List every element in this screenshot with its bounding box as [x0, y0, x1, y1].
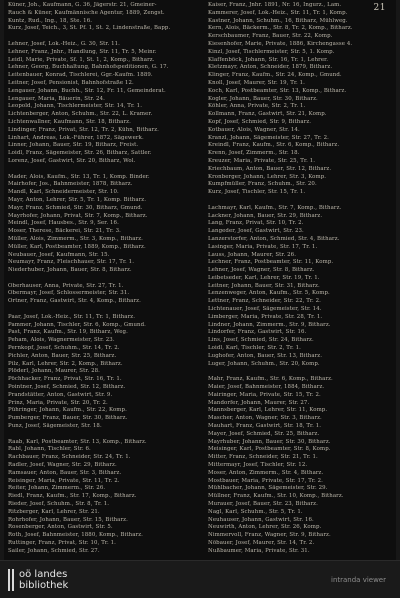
- directory-line: Neubauer, Josef, Kaufmann, Str. 15.: [8, 251, 110, 258]
- directory-line: Radler, Josef, Wagner, Str. 29, Bitharz.: [8, 462, 117, 469]
- directory-line: Mauhart, Franz, Gastwirt, Str. 18, Tr. 1.: [208, 423, 322, 430]
- directory-line: Müller, Karl, Postbeamter, 1889, Komp., Bitharz.: [8, 243, 146, 250]
- directory-line: Sailer, Johann, Schmied, Str. 27.: [8, 547, 100, 554]
- viewer-footer: [0, 560, 400, 598]
- directory-line: Mühlbacher, Johann, Sägemeister, Str. 29.: [208, 485, 328, 492]
- directory-line: Lengauer, Maria, Bäuerin, Str. 24.: [8, 95, 105, 102]
- directory-line: Reisinger, Maria, Private, Str. 11, Tr. 2.: [8, 477, 120, 484]
- logo-line-2: bibliothek: [19, 580, 69, 591]
- directory-line: Mayrhofer, Johann, Privat, Str. 7, Komp., Bitharz.: [8, 212, 148, 219]
- directory-line: Lorenz, Josef, Gastwirt, Str. 20, Bitharz, Wol.: [8, 157, 136, 164]
- directory-line: Leibetseder, Karl, Lehrer, Str. 19, Tr. 1.: [208, 274, 320, 281]
- directory-line: Müller, Alois, Zimmerm., Str. 3, Komp., Bitharz.: [8, 235, 143, 242]
- directory-line: Rachbauer, Franz, Schneider, Str. 24, Tr. 1.: [8, 454, 131, 461]
- directory-line: Lenzenweger, Anton, Kaufm., Str. 5, Komp.: [208, 290, 330, 297]
- directory-line: Ritzberger, Karl, Lehrer, Str. 21.: [8, 508, 100, 515]
- left-column: [8, 2, 200, 556]
- directory-line: Nagl, Karl, Schuhm., Str. 5, Tr. 1.: [208, 508, 303, 515]
- directory-line: Pichler, Anton, Bauer, Str. 25, Bitharz.: [8, 352, 117, 359]
- directory-line: Kronberger, Johann, Lehrer, Str. 3, Komp.: [208, 173, 327, 180]
- directory-line: Moser, Anton, Zimmerm., Str. 4, Bitharz.: [208, 469, 324, 476]
- directory-line: Mitter, Franz, Schneider, Str. 21, Tr. 1.: [208, 454, 318, 461]
- directory-line: Kuntz, Rud., Ing., 18, Ste. 16.: [8, 17, 93, 24]
- directory-line: Lichtenwallner, Kaufmann, Str. 18, Bitharz.: [8, 118, 131, 125]
- directory-line: Peham, Alois, Wagnermeister, Str. 23.: [8, 337, 115, 344]
- viewer-brand-label[interactable]: intranda viewer: [331, 576, 386, 584]
- directory-line: Kammerer, Josef, Lok.-Heiz., Str. 11, Tr. 1, Komp.: [208, 9, 348, 16]
- directory-line: Obermayr, Josef, Schlossermeister, Str. 31.: [8, 290, 130, 297]
- directory-line: Kogler, Johann, Bauer, Str. 30, Bitharz.: [208, 95, 318, 102]
- page-number: 21: [373, 3, 386, 13]
- directory-line: Rohrhofer, Johann, Bauer, Str. 15, Bitharz.: [8, 516, 128, 523]
- directory-line: Riedl, Franz, Kaufm., Str. 17, Komp., Bitharz.: [8, 493, 137, 500]
- directory-line: Kopf, Josef, Schmied, Str. 9, Bitharz.: [208, 118, 312, 125]
- directory-line: Kern, Alois, Bäckerm., Str. 8, Tr. 2, Komp., Bitharz.: [208, 25, 353, 32]
- directory-line: Leidl, Marie, Private, Sf. 1, St. 1, 2, Komp., Bitharz.: [8, 56, 155, 63]
- directory-line: Kurz, Josef, Tischler, Str. 15, Tr. 1.: [208, 189, 306, 196]
- directory-line: Rosenberger, Anton, Gastwirt, Str. 5.: [8, 524, 113, 531]
- directory-line: [8, 306, 200, 314]
- directory-line: Mayrhuber, Johann, Bauer, Str. 30, Bitharz.: [208, 438, 331, 445]
- directory-line: Paar, Josef, Lok.-Heiz., Str. 11, Tr. 1, Bitharz.: [8, 313, 136, 320]
- logo-line-1: oö landes: [19, 569, 68, 580]
- directory-line: Neuhauser, Johann, Gastwirt, Str. 16.: [208, 516, 314, 523]
- directory-line: Klinger, Franz, Kaufm., Str. 24, Komp., Gmund.: [208, 72, 342, 79]
- directory-line: Klaffenböck, Johann, Str. 16, Tr. 1, Lehrer.: [208, 56, 329, 63]
- directory-line: [8, 275, 200, 283]
- directory-line: Maier, Josef, Bahnmeister, 1884, Bitharz.: [208, 384, 325, 391]
- directory-line: Limberger, Maria, Private, Str. 28, Tr. 1.: [208, 313, 323, 320]
- directory-line: Lachmayr, Karl, Kaufm., Str. 7, Komp., Bitharz.: [208, 204, 342, 211]
- directory-line: Leitner, Johann, Bauer, Str. 31, Bitharz.: [208, 282, 320, 289]
- directory-line: Lindinger, Franz, Privat, Str. 12, Tr. 2, Kühn, Bitharz.: [8, 126, 159, 133]
- directory-line: Moser, Therese, Bäckerei, Str. 21, Tr. 3.: [8, 228, 121, 235]
- directory-line: Kerschbaumer, Franz, Bauer, Str. 22, Komp.: [208, 33, 333, 40]
- directory-line: Mandl, Karl, Schneidermeister, Str. 10.: [8, 189, 119, 196]
- directory-line: Rauch & Küner, Kaufmännische Agentur, 1889, Zengst.: [8, 9, 165, 16]
- directory-line: Pumberger, Franz, Bauer, Str. 30, Bitharz.: [8, 415, 128, 422]
- directory-line: Neumayr, Franz, Fleischhauer, Str. 17, Tr. 1.: [8, 259, 135, 266]
- directory-line: Meisinger, Karl, Postbeamter, Str. 8, Komp.: [208, 446, 331, 453]
- directory-line: Roth, Josef, Bahnmeister, 1880, Komp., Bitharz.: [8, 532, 143, 539]
- directory-line: Pammer, Johann, Tischler, Str. 6, Komp., Gmund.: [8, 321, 146, 328]
- directory-line: Prandstätter, Anton, Gastwirt, Str. 9.: [8, 391, 113, 398]
- directory-line: Mayr, Anton, Lehrer, Str. 5, Tr. 1, Komp. Bitharz.: [8, 196, 147, 203]
- library-logo-icon: [8, 569, 14, 591]
- directory-line: Mostbauer, Maria, Private, Str. 17, Tr. 2.: [208, 477, 323, 484]
- directory-line: Lichtenberger, Anton, Schuhm., Str. 22, L. Kramer.: [8, 111, 153, 118]
- directory-line: Ramsauer, Anton, Bauer, Str. 3, Bitharz.: [8, 469, 122, 476]
- directory-line: Plöderl, Johann, Maurer, Str. 28.: [8, 368, 100, 375]
- directory-line: Lehner, Josef, Wagner, Str. 8, Bitharz.: [208, 267, 315, 274]
- directory-line: Rabl, Johann, Tischler, Str. 6.: [8, 446, 91, 453]
- directory-line: [8, 33, 200, 41]
- directory-line: Langeder, Josef, Gastwirt, Str. 23.: [208, 228, 304, 235]
- directory-line: Kreindl, Franz, Kaufm., Str. 6, Komp., Bitharz.: [208, 142, 340, 149]
- directory-line: Mahr, Franz, Kaufm., Str. 6, Komp., Bitharz.: [208, 376, 333, 383]
- directory-line: [208, 197, 396, 205]
- directory-line: Krenn, Josef, Zimmerm., Str. 18.: [208, 150, 300, 157]
- directory-line: Meindl, Josef, Hausbes., Str. 9, Ser. 16.: [8, 220, 119, 227]
- directory-line: Punz, Josef, Sägemeister, Str. 18.: [8, 423, 102, 430]
- directory-line: Raab, Karl, Postbeamter, Str. 13, Komp., Bitharz.: [8, 438, 147, 445]
- directory-line: Lackner, Johann, Bauer, Str. 29, Bitharz.: [208, 212, 323, 219]
- directory-line: Lindorfer, Franz, Gastwirt, Str. 16.: [208, 329, 307, 336]
- directory-line: Lehner, Georg, Buchhaltung, Bahnhofspeditionen, G. 17.: [8, 64, 169, 71]
- directory-line: Leitenbauer, Konrad, Tischlerei, Ggr.-Kaufm. 1889.: [8, 72, 153, 79]
- directory-line: Küner, Joh., Kaufmann, G. 36, Jägerstr. 21, Gmeiner-: [8, 2, 157, 8]
- directory-line: Lauss, Johann, Maurer, Str. 26.: [208, 251, 297, 258]
- directory-line: Mayer, Josef, Schmied, Str. 25, Bitharz.: [208, 430, 320, 437]
- directory-line: Pöchhacker, Franz, Privat, Str. 16, Tr. 1.: [8, 376, 122, 383]
- directory-line: [8, 431, 200, 439]
- directory-line: Luger, Johann, Schuhm., Str. 20, Komp.: [208, 360, 320, 367]
- directory-line: Murauer, Josef, Bauer, Str. 23, Bitharz.: [208, 501, 318, 507]
- directory-line: Pilz, Karl, Lehrer, Str. 2, Komp., Bitharz.: [8, 360, 123, 367]
- directory-line: Mayr, Franz, Schmied, Str. 30, Bitharz, Gmund.: [8, 204, 143, 211]
- directory-line: Mader, Alois, Kaufm., Str. 13, Tr. 1, Komp. Binder.: [8, 173, 150, 180]
- directory-line: Kinzl, Josef, Tischlermeister, Str. 5, 1. Komp.: [208, 48, 335, 55]
- directory-line: Prinz, Maria, Private, Str. 20, Tr. 2.: [8, 399, 108, 406]
- scanned-page: [4, 0, 396, 560]
- directory-line: Kriechbaum, Anton, Bauer, Str. 12, Bitharz.: [208, 165, 332, 172]
- directory-line: Linner, Johann, Bauer, Str. 19, Bitharz, Freist.: [8, 142, 139, 149]
- directory-line: Kastner, Johann, Schuhm., 16, Bitharz, Mühlweg.: [208, 17, 348, 24]
- directory-line: Lehner, Josef, Lok.-Heiz., G. 30, Str. 11.: [8, 40, 120, 47]
- directory-line: Lughofer, Anton, Bauer, Str. 13, Bitharz.: [208, 352, 323, 359]
- directory-line: Koch, Karl, Postbeamter, Str. 13, Komp., Bitharz.: [208, 87, 347, 94]
- directory-line: Ruttinger, Franz, Privat, Str. 10, Tr. 1.: [8, 539, 116, 546]
- directory-line: Kotbauer, Alois, Wagner, Str. 14.: [208, 126, 300, 133]
- directory-line: Mandorfer, Johann, Maurer, Str. 27.: [208, 399, 310, 406]
- directory-line: Mairinger, Maria, Private, Str. 15, Tr. 2.: [208, 391, 321, 398]
- directory-line: Lins, Josef, Schmied, Str. 24, Bitharz.: [208, 337, 314, 344]
- directory-line: [208, 368, 396, 376]
- directory-line: Mannsberger, Karl, Lehrer, Str. 11, Komp.: [208, 407, 328, 414]
- directory-line: Mairhofer, Jos., Bahnmeister, 1878, Bitharz.: [8, 181, 133, 188]
- directory-line: Loidl, Karl, Tischler, Str. 2, Tr. 1.: [208, 345, 301, 352]
- directory-line: Lengauer, Johann, Buchh., Str. 12, Fr. 11, Gemeinderat.: [8, 87, 166, 94]
- directory-line: Rieder, Josef, Schuhm., Str. 8, Tr. 1.: [8, 501, 110, 507]
- directory-line: Loidl, Franz, Sägemeister, Str. 26, Bitharz, Sattler.: [8, 150, 152, 157]
- directory-line: Pernkopf, Josef, Schuhm., Str. 14, Tr. 2.: [8, 345, 120, 352]
- directory-line: Mittermayr, Josef, Tischler, Str. 12.: [208, 462, 308, 469]
- directory-line: Lechner, Franz, Postbeamter, Str. 11, Komp.: [208, 259, 334, 266]
- directory-line: Köhler, Anna, Private, Str. 2, Tr. 1.: [208, 103, 306, 110]
- directory-line: Kaiser, Franz, Jnhr. 1891, Nr. 16, Ingurz., Lam.: [208, 2, 342, 8]
- directory-line: Lettner, Franz, Schneider, Str. 22, Tr. 2.: [208, 298, 321, 305]
- directory-line: Kollmann, Franz, Gastwirt, Str. 21, Komp.: [208, 111, 327, 118]
- directory-line: Lindner, Johann, Zimmerm., Str. 9, Bitharz.: [208, 321, 331, 328]
- directory-line: Reiter, Johann, Zimmerm., Str. 26.: [8, 485, 106, 492]
- directory-line: Lasinger, Maria, Private, Str. 17, Tr. 1.: [208, 243, 318, 250]
- directory-line: Leitner, Josef, Pensionist, Bahnhofstraße 12.: [8, 79, 134, 86]
- directory-line: Niederhuber, Johann, Bauer, Str. 8, Bitharz.: [8, 267, 132, 274]
- directory-line: Knoll, Josef, Maurer, Str. 19, Tr. 1.: [208, 79, 306, 86]
- library-logo[interactable]: [8, 567, 68, 593]
- directory-line: Pointner, Josef, Schmied, Str. 12, Bitharz.: [8, 384, 126, 391]
- directory-line: [8, 166, 200, 174]
- directory-line: Nimmervoll, Franz, Wagner, Str. 9, Bitharz.: [208, 532, 331, 539]
- directory-line: Nöbauer, Josef, Maurer, Str. 14, Tr. 2.: [208, 539, 315, 546]
- right-column: [208, 2, 396, 556]
- directory-line: Lichtenauer, Josef, Sägemeister, Str. 14.: [208, 306, 322, 313]
- directory-line: Ortner, Franz, Gastwirt, Str. 4, Komp., Bitharz.: [8, 298, 141, 305]
- directory-line: Müllner, Franz, Kaufm., Str. 10, Komp., Bitharz.: [208, 493, 344, 500]
- directory-line: Kiesenhofer, Marie, Private, 1886, Kirchengasse 4.: [208, 40, 353, 47]
- directory-line: Kurz, Josef, Teich., 3, St. Pf. 1, St. 2, Lindenstraße, Bapp.: [8, 25, 171, 32]
- directory-line: Leopold, Johann, Tischlermeister, Str. 14, Tr. 1.: [8, 103, 143, 110]
- directory-line: Kumpfmüller, Franz, Schuhm., Str. 20.: [208, 181, 317, 188]
- directory-line: Past, Franz, Kaufm., Str. 19, Bitharz, Weg.: [8, 329, 128, 336]
- directory-line: Linhart, Andreas, Lok.-Führer, 1872, Sägewerk.: [8, 134, 144, 141]
- directory-line: Mascher, Anton, Wagner, Str. 3, Bitharz.: [208, 415, 322, 422]
- directory-line: Lang, Franz, Privat, Str. 10, Tr. 2.: [208, 220, 304, 227]
- directory-line: Oberhauser, Anna, Private, Str. 27, Tr. 1.: [8, 282, 124, 289]
- directory-line: Kreuzer, Maria, Private, Str. 25, Tr. 1.: [208, 157, 316, 164]
- directory-line: Nußbaumer, Maria, Private, Str. 31.: [208, 547, 310, 554]
- directory-line: Lanzerstorfer, Anton, Schmied, Str. 4, Bitharz.: [208, 235, 340, 242]
- directory-line: Pühringer, Johann, Kaufm., Str. 22, Komp.: [8, 407, 127, 414]
- directory-line: Lehner, Franz, Jnhr., Handlung, Str. 11, Tr. 5, Meinr.: [8, 48, 157, 55]
- directory-line: Neuwirth, Anton, Lehrer, Str. 26, Komp.: [208, 524, 322, 531]
- directory-line: Kranzl, Johann, Sägemeister, Str. 27, Tr. 2.: [208, 134, 329, 141]
- directory-line: Kletzmayr, Anton, Schneider, 1879, Bitharz.: [208, 64, 333, 71]
